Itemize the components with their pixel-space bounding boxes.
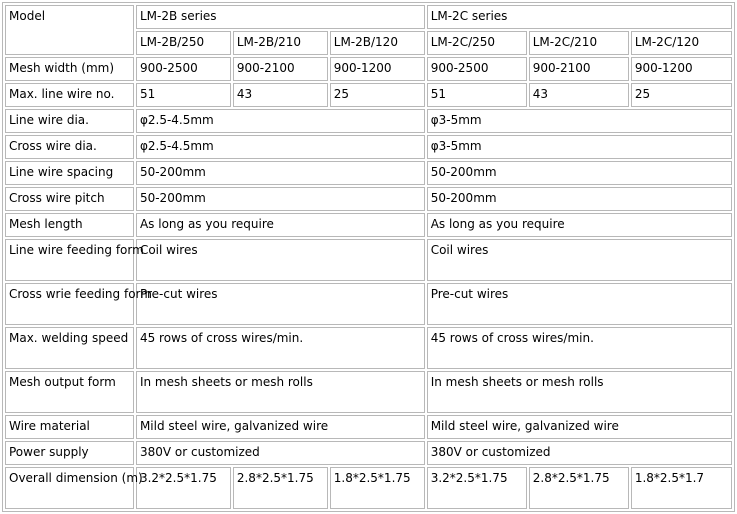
- model-cell: LM-2C/120: [631, 31, 732, 55]
- row-label: Overall dimension (m): [5, 467, 134, 509]
- value-cell: Coil wires: [136, 239, 425, 281]
- value-cell: φ3-5mm: [427, 109, 732, 133]
- model-cell: LM-2B/210: [233, 31, 328, 55]
- table-row: [5, 239, 732, 281]
- value-cell: 900-2100: [529, 57, 629, 81]
- model-cell: LM-2C/210: [529, 31, 629, 55]
- row-label: Cross wrie feeding form: [5, 283, 134, 325]
- table-row: [5, 135, 732, 159]
- value-cell: In mesh sheets or mesh rolls: [136, 371, 425, 413]
- value-cell: 900-1200: [631, 57, 732, 81]
- row-label: Cross wire pitch: [5, 187, 134, 211]
- row-label: Max. line wire no.: [5, 83, 134, 107]
- header-row-series: [5, 5, 732, 29]
- row-label: Line wire feeding form: [5, 239, 134, 281]
- value-cell: 900-2500: [427, 57, 527, 81]
- value-cell: 25: [631, 83, 732, 107]
- value-cell: 50-200mm: [427, 161, 732, 185]
- row-label: Mesh length: [5, 213, 134, 237]
- value-cell: 50-200mm: [136, 161, 425, 185]
- row-label: Wire material: [5, 415, 134, 439]
- model-cell: LM-2B/250: [136, 31, 231, 55]
- table-row: [5, 415, 732, 439]
- value-cell: Pre-cut wires: [427, 283, 732, 325]
- table-row: [5, 109, 732, 133]
- value-cell: 3.2*2.5*1.75: [136, 467, 231, 509]
- value-cell: φ2.5-4.5mm: [136, 135, 425, 159]
- value-cell: φ3-5mm: [427, 135, 732, 159]
- table-row: [5, 57, 732, 81]
- value-cell: 25: [330, 83, 425, 107]
- table-row: [5, 371, 732, 413]
- row-label: Line wire dia.: [5, 109, 134, 133]
- table-row: [5, 213, 732, 237]
- value-cell: 43: [529, 83, 629, 107]
- row-label: Line wire spacing: [5, 161, 134, 185]
- table-row: [5, 161, 732, 185]
- value-cell: 43: [233, 83, 328, 107]
- value-cell: 900-1200: [330, 57, 425, 81]
- value-cell: 900-2500: [136, 57, 231, 81]
- row-label: Mesh output form: [5, 371, 134, 413]
- series-b-cell: LM-2B series: [136, 5, 425, 29]
- value-cell: 50-200mm: [427, 187, 732, 211]
- value-cell: Pre-cut wires: [136, 283, 425, 325]
- table-row: [5, 467, 732, 509]
- value-cell: 51: [427, 83, 527, 107]
- row-label: Mesh width (mm): [5, 57, 134, 81]
- value-cell: 2.8*2.5*1.75: [529, 467, 629, 509]
- value-cell: 380V or customized: [136, 441, 425, 465]
- value-cell: Coil wires: [427, 239, 732, 281]
- value-cell: As long as you require: [136, 213, 425, 237]
- row-label: Power supply: [5, 441, 134, 465]
- table-row: [5, 327, 732, 369]
- series-c-cell: LM-2C series: [427, 5, 732, 29]
- value-cell: 51: [136, 83, 231, 107]
- value-cell: 900-2100: [233, 57, 328, 81]
- table-row: [5, 83, 732, 107]
- row-label: Cross wire dia.: [5, 135, 134, 159]
- table-row: [5, 441, 732, 465]
- value-cell: 2.8*2.5*1.75: [233, 467, 328, 509]
- value-cell: 45 rows of cross wires/min.: [427, 327, 732, 369]
- row-label: Max. welding speed: [5, 327, 134, 369]
- value-cell: 380V or customized: [427, 441, 732, 465]
- table-row: [5, 283, 732, 325]
- value-cell: 3.2*2.5*1.75: [427, 467, 527, 509]
- model-label-cell: Model: [5, 5, 134, 55]
- value-cell: 1.8*2.5*1.75: [330, 467, 425, 509]
- value-cell: Mild steel wire, galvanized wire: [136, 415, 425, 439]
- value-cell: As long as you require: [427, 213, 732, 237]
- value-cell: Mild steel wire, galvanized wire: [427, 415, 732, 439]
- value-cell: 45 rows of cross wires/min.: [136, 327, 425, 369]
- value-cell: In mesh sheets or mesh rolls: [427, 371, 732, 413]
- model-cell: LM-2C/250: [427, 31, 527, 55]
- value-cell: φ2.5-4.5mm: [136, 109, 425, 133]
- value-cell: 50-200mm: [136, 187, 425, 211]
- spec-table: [2, 2, 735, 512]
- table-row: [5, 187, 732, 211]
- value-cell: 1.8*2.5*1.7: [631, 467, 732, 509]
- model-cell: LM-2B/120: [330, 31, 425, 55]
